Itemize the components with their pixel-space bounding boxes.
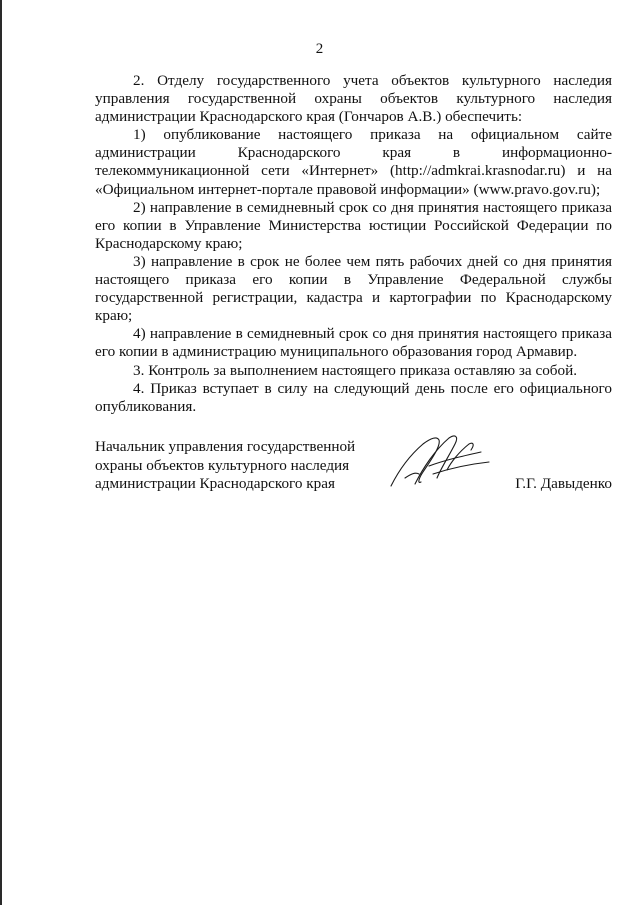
paragraph-item-4: 4) направление в семидневный срок со дня принятия настоящего приказа его копии в администрацию муниципального образования город Армавир. <box>95 325 612 361</box>
paragraph-section-3: 3. Контроль за выполнением настоящего приказа оставляю за собой. <box>133 361 578 379</box>
page-left-edge <box>0 0 2 905</box>
page-number: 2 <box>315 41 324 57</box>
signature-block <box>95 438 612 508</box>
document-body <box>95 72 612 416</box>
paragraph-item-1: 1) опубликование настоящего приказа на официальном сайте администрации Краснодарского края в информационно-телекоммуникационной сети «Интернет» (http://admkrai.krasnodar.ru) и на «Официальном интернет-портале правовой информации» (www.pravo.gov.ru); <box>95 126 612 198</box>
paragraph-section-2: 2. Отделу государственного учета объектов культурного наследия управления государственной охраны объектов культурного наследия администрации Краснодарского края (Гончаров А.В.) обеспечить: <box>95 72 612 126</box>
paragraph-item-3: 3) направление в срок не более чем пять рабочих дней со дня принятия настоящего приказа его копии в Управление Федеральной службы государственной регистрации, кадастра и картографии по Краснодарскому краю; <box>95 252 612 325</box>
signatory-name: Г.Г. Давыденко <box>515 475 612 492</box>
paragraph-item-2: 2) направление в семидневный срок со дня принятия настоящего приказа его копии в Управление Министерства юстиции Российской Федерации по Краснодарскому краю; <box>95 198 612 252</box>
paragraph-section-4: 4. Приказ вступает в силу на следующий день после его официального опубликования. <box>95 379 612 415</box>
signatory-title-line: Начальник управления государственной <box>95 438 356 455</box>
handwritten-signature <box>385 430 495 490</box>
signatory-title-line: охраны объектов культурного наследия <box>95 456 350 474</box>
signatory-title-line: администрации Краснодарского края <box>95 475 335 493</box>
signatory-title <box>95 438 385 494</box>
